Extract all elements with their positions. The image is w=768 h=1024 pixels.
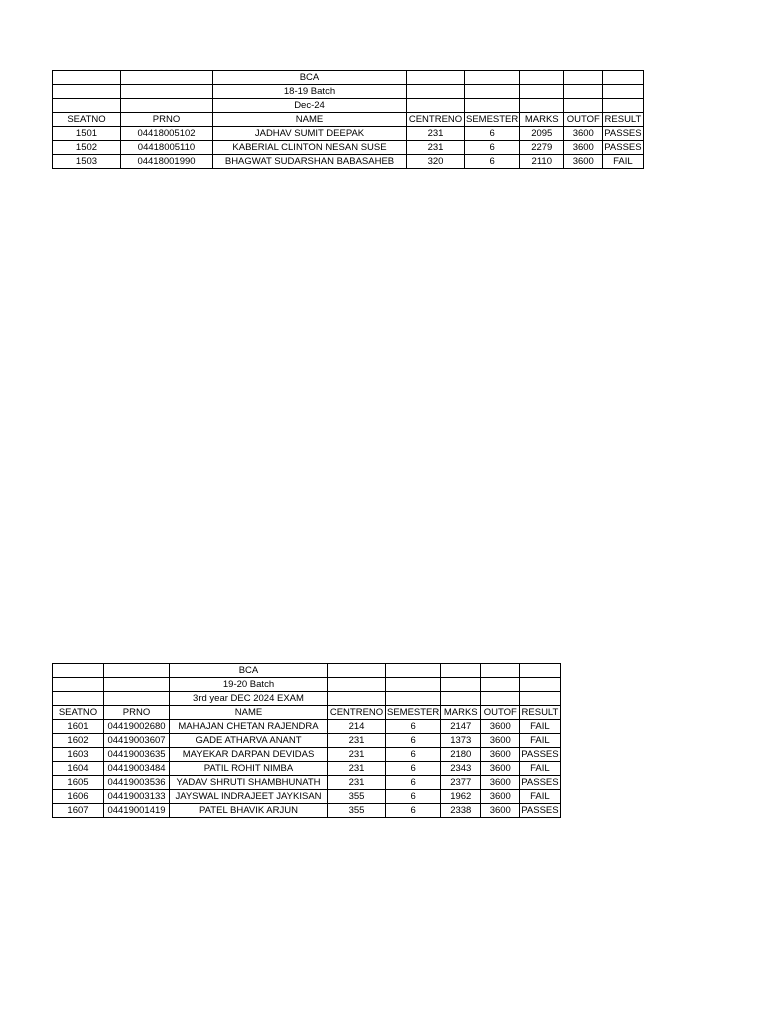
table-cell: 6 — [465, 141, 520, 155]
table-row — [53, 155, 644, 169]
table-cell: 3600 — [481, 720, 520, 734]
table-cell: 2110 — [520, 155, 564, 169]
column-header: SEATNO — [53, 113, 121, 127]
column-header: OUTOF — [564, 113, 603, 127]
table-cell: 1601 — [53, 720, 104, 734]
table-cell: 1962 — [441, 790, 481, 804]
table-cell: 2279 — [520, 141, 564, 155]
empty-cell — [520, 678, 560, 692]
table-cell: 04418005110 — [121, 141, 213, 155]
table-cell: 1373 — [441, 734, 481, 748]
table-cell: JAYSWAL INDRAJEET JAYKISAN — [170, 790, 328, 804]
empty-cell — [53, 678, 104, 692]
empty-cell — [603, 85, 643, 99]
table-cell: 231 — [328, 776, 386, 790]
table-cell: PASSES — [604, 128, 642, 139]
table-cell: 1607 — [53, 804, 104, 818]
empty-cell — [104, 692, 170, 706]
column-header: NAME — [170, 706, 328, 720]
column-header: SEATNO — [53, 706, 104, 720]
column-header: NAME — [213, 113, 407, 127]
table-cell: PASSES — [521, 805, 559, 816]
table-cell: 04419003133 — [104, 790, 170, 804]
empty-cell — [407, 99, 465, 113]
empty-cell — [121, 71, 213, 85]
table-cell: 04419003484 — [104, 762, 170, 776]
title-row — [53, 678, 561, 692]
table-cell: YADAV SHRUTI SHAMBHUNATH — [170, 776, 328, 790]
empty-cell — [53, 692, 104, 706]
table-cell: 1604 — [53, 762, 104, 776]
title-row — [53, 85, 644, 99]
table-cell: 6 — [386, 790, 441, 804]
empty-cell — [603, 99, 643, 113]
table-cell: 3600 — [564, 141, 603, 155]
table-cell: FAIL — [520, 720, 560, 734]
table-cell: FAIL — [603, 155, 643, 169]
empty-cell — [53, 85, 121, 99]
table-cell: PATIL ROHIT NIMBA — [170, 762, 328, 776]
table-cell: 3600 — [481, 734, 520, 748]
empty-cell — [520, 99, 564, 113]
table-cell: 3600 — [481, 776, 520, 790]
empty-cell — [121, 99, 213, 113]
column-header: PRNO — [121, 113, 213, 127]
table-cell: 3600 — [564, 155, 603, 169]
empty-cell — [441, 692, 481, 706]
table-cell: 3600 — [481, 762, 520, 776]
table-cell: 231 — [328, 762, 386, 776]
empty-cell — [564, 85, 603, 99]
table-cell: 1503 — [53, 155, 121, 169]
column-header: SEMESTER — [387, 707, 440, 718]
table-title-cell: Dec-24 — [213, 99, 407, 113]
table-cell: 04419003607 — [104, 734, 170, 748]
column-header: MARKS — [520, 113, 564, 127]
table-cell: 231 — [407, 127, 465, 141]
table-cell: 3600 — [481, 804, 520, 818]
empty-cell — [328, 692, 386, 706]
title-row — [53, 692, 561, 706]
table-cell: 3600 — [481, 790, 520, 804]
empty-cell — [481, 664, 520, 678]
empty-cell — [481, 678, 520, 692]
empty-cell — [465, 99, 520, 113]
table-cell: MAYEKAR DARPAN DEVIDAS — [170, 748, 328, 762]
table-cell: KABERIAL CLINTON NESAN SUSE — [213, 141, 407, 155]
empty-cell — [53, 71, 121, 85]
table-cell: 6 — [465, 155, 520, 169]
column-header: RESULT — [604, 114, 642, 125]
empty-cell — [53, 664, 104, 678]
table-cell: 231 — [407, 141, 465, 155]
empty-cell — [386, 664, 441, 678]
table-title-cell: BCA — [213, 71, 407, 85]
empty-cell — [564, 71, 603, 85]
empty-cell — [465, 71, 520, 85]
header-row — [53, 706, 561, 720]
table-cell: 355 — [328, 790, 386, 804]
table-cell: 6 — [386, 804, 441, 818]
table-row — [53, 720, 561, 734]
empty-cell — [121, 85, 213, 99]
table-cell: 04419003536 — [104, 776, 170, 790]
empty-cell — [104, 664, 170, 678]
table-cell: 2095 — [520, 127, 564, 141]
table-cell: 3600 — [564, 127, 603, 141]
table-row — [53, 127, 644, 141]
table-row — [53, 734, 561, 748]
table-cell: 1501 — [53, 127, 121, 141]
table-cell: 2377 — [441, 776, 481, 790]
table-cell: 214 — [328, 720, 386, 734]
empty-cell — [520, 71, 564, 85]
column-header: OUTOF — [481, 706, 520, 720]
empty-cell — [386, 692, 441, 706]
empty-cell — [407, 71, 465, 85]
empty-cell — [520, 85, 564, 99]
empty-cell — [564, 99, 603, 113]
table-cell: 1606 — [53, 790, 104, 804]
table-cell: 2147 — [441, 720, 481, 734]
table-cell: 04419002680 — [104, 720, 170, 734]
table-cell: 04418001990 — [121, 155, 213, 169]
table-row — [53, 776, 561, 790]
table-row — [53, 804, 561, 818]
empty-cell — [53, 99, 121, 113]
empty-cell — [441, 678, 481, 692]
table-cell: 6 — [465, 127, 520, 141]
table-cell: GADE ATHARVA ANANT — [170, 734, 328, 748]
header-row — [53, 113, 644, 127]
table-cell: 6 — [386, 748, 441, 762]
table-cell: PASSES — [521, 777, 559, 788]
table-cell: 1603 — [53, 748, 104, 762]
table-title-cell: 3rd year DEC 2024 EXAM — [170, 692, 328, 706]
results-table-18-19-batch — [52, 70, 644, 169]
table-cell: 04418005102 — [121, 127, 213, 141]
table-cell: 2343 — [441, 762, 481, 776]
column-header: MARKS — [441, 706, 481, 720]
table-cell: 2180 — [441, 748, 481, 762]
empty-cell — [104, 678, 170, 692]
table-title-cell: 19-20 Batch — [170, 678, 328, 692]
empty-cell — [603, 71, 643, 85]
table-body — [53, 71, 644, 169]
empty-cell — [520, 692, 560, 706]
table-cell: PATEL BHAVIK ARJUN — [170, 804, 328, 818]
empty-cell — [328, 664, 386, 678]
table-cell: FAIL — [520, 734, 560, 748]
results-table-19-20-batch — [52, 663, 561, 818]
table-row — [53, 762, 561, 776]
table-cell: 6 — [386, 734, 441, 748]
table-cell: 6 — [386, 720, 441, 734]
table-cell: FAIL — [520, 790, 560, 804]
table-cell: 1602 — [53, 734, 104, 748]
empty-cell — [520, 664, 560, 678]
empty-cell — [386, 678, 441, 692]
empty-cell — [481, 692, 520, 706]
table-cell: 04419003635 — [104, 748, 170, 762]
column-header: PRNO — [104, 706, 170, 720]
column-header: RESULT — [521, 707, 559, 718]
table-cell: 3600 — [481, 748, 520, 762]
table-title-cell: 18-19 Batch — [213, 85, 407, 99]
title-row — [53, 99, 644, 113]
table-cell: 6 — [386, 776, 441, 790]
title-row — [53, 664, 561, 678]
table-cell: 231 — [328, 734, 386, 748]
empty-cell — [407, 85, 465, 99]
table-body — [53, 664, 561, 818]
table-cell: 320 — [407, 155, 465, 169]
table-cell: JADHAV SUMIT DEEPAK — [213, 127, 407, 141]
column-header: CENTRENO — [407, 113, 465, 127]
table-cell: 6 — [386, 762, 441, 776]
table-row — [53, 790, 561, 804]
table-cell: 355 — [328, 804, 386, 818]
table-cell: FAIL — [520, 762, 560, 776]
table-row — [53, 141, 644, 155]
table-cell: PASSES — [604, 142, 642, 153]
table-row — [53, 748, 561, 762]
table-cell: 04419001419 — [104, 804, 170, 818]
empty-cell — [465, 85, 520, 99]
column-header: CENTRENO — [328, 706, 386, 720]
table-cell: 1502 — [53, 141, 121, 155]
table-cell: 231 — [328, 748, 386, 762]
table-cell: PASSES — [521, 749, 559, 760]
table-title-cell: BCA — [170, 664, 328, 678]
table-cell: 1605 — [53, 776, 104, 790]
empty-cell — [441, 664, 481, 678]
table-cell: 2338 — [441, 804, 481, 818]
table-cell: MAHAJAN CHETAN RAJENDRA — [170, 720, 328, 734]
table-cell: BHAGWAT SUDARSHAN BABASAHEB — [213, 155, 407, 169]
column-header: SEMESTER — [466, 114, 519, 125]
title-row — [53, 71, 644, 85]
empty-cell — [328, 678, 386, 692]
